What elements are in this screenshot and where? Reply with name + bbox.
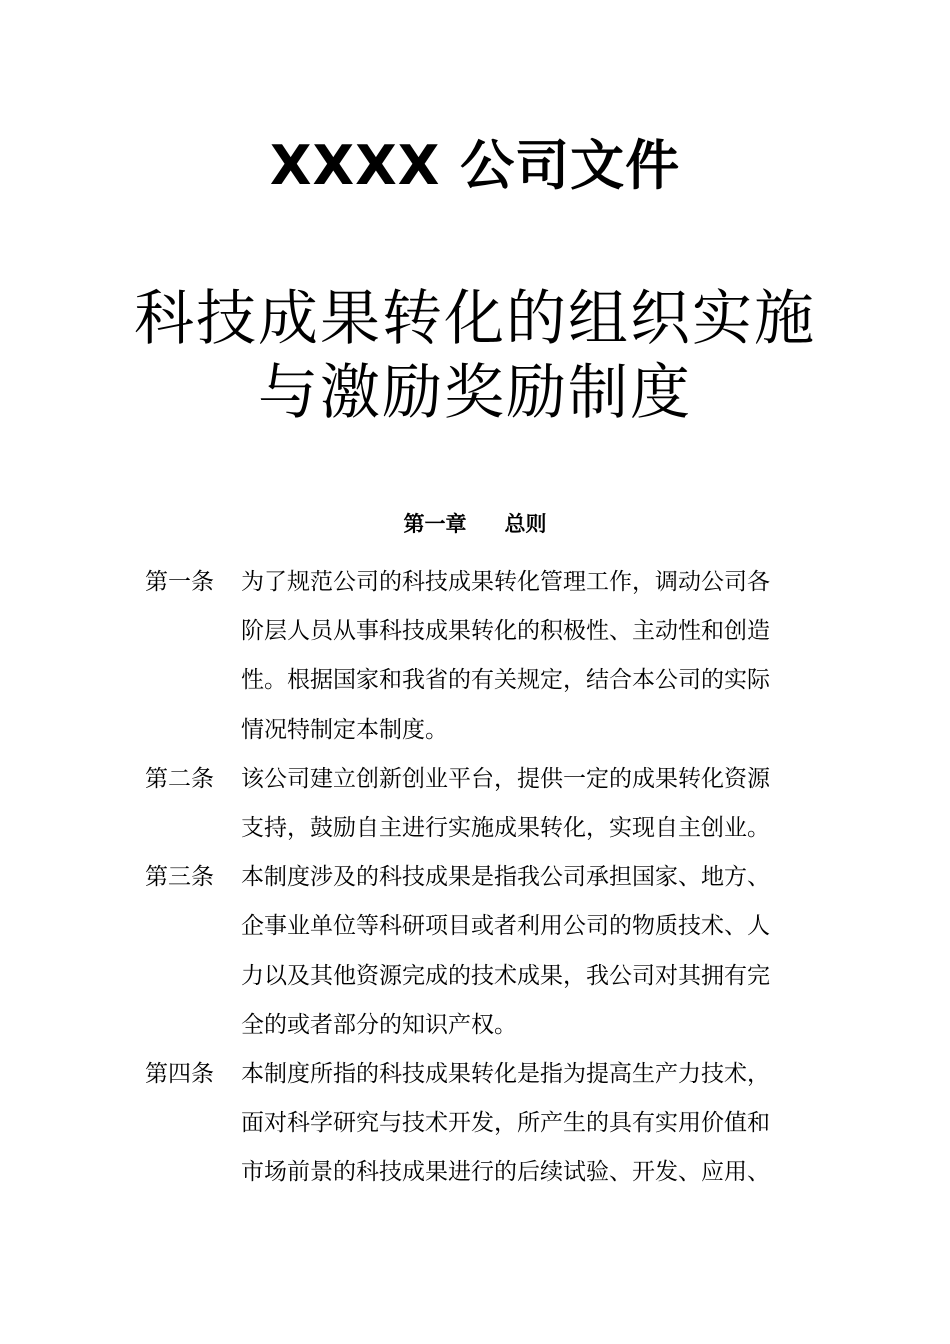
- article-label: 第四条: [145, 1061, 214, 1088]
- article-label: 第三条: [145, 864, 214, 891]
- document-title: [0, 282, 950, 430]
- article-label: 第一条: [145, 569, 214, 595]
- article-body: [241, 853, 815, 1050]
- title-line-2: 与激励奖励制度: [258, 358, 692, 428]
- article-line: 阶层人员从事科技成果转化的积极性、主动性和创造: [241, 618, 770, 645]
- article-line: 本制度涉及的科技成果是指我公司承担国家、地方、: [241, 864, 770, 891]
- title-line-1: 科技成果转化的组织实施: [134, 284, 816, 354]
- article-body: [241, 1050, 815, 1198]
- article-body: [241, 558, 815, 755]
- article-1: [145, 558, 815, 755]
- article-line: 力以及其他资源完成的技术成果，我公司对其拥有完: [241, 962, 770, 989]
- article-line: 该公司建立创新创业平台，提供一定的成果转化资源: [241, 765, 770, 792]
- article-3: [145, 853, 815, 1050]
- chapter-name: 总则: [504, 512, 547, 536]
- article-label: 第二条: [145, 765, 214, 792]
- article-line: 性。根据国家和我省的有关规定，结合本公司的实际: [241, 667, 770, 694]
- article-line: 情况特制定本制度。: [241, 716, 448, 743]
- chapter-heading: [0, 508, 950, 540]
- article-line: 企事业单位等科研项目或者利用公司的物质技术、人: [241, 913, 770, 940]
- articles-list: [145, 558, 815, 1198]
- article-line: 全的或者部分的知识产权。: [241, 1011, 517, 1038]
- article-line: 市场前景的科技成果进行的后续试验、开发、应用、: [241, 1159, 770, 1186]
- article-line: 面对科学研究与技术开发，所产生的具有实用价值和: [241, 1110, 770, 1137]
- chapter-number: 第一章: [403, 512, 467, 536]
- article-line: 本制度所指的科技成果转化是指为提高生产力技术，: [241, 1061, 770, 1088]
- article-2: [145, 755, 815, 853]
- article-body: [241, 755, 815, 853]
- document-header: XXXX 公司文件: [269, 134, 681, 197]
- article-line: 为了规范公司的科技成果转化管理工作，调动公司各: [241, 569, 770, 595]
- article-4: [145, 1050, 815, 1198]
- article-line: 支持，鼓励自主进行实施成果转化，实现自主创业。: [241, 815, 770, 842]
